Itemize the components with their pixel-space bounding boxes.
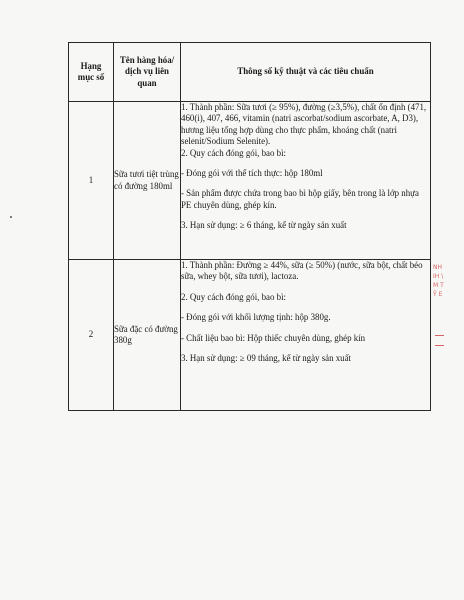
spec-line: 1. Thành phần: Sữa tươi (≥ 95%), đường (≥3,5%), chất ổn định (471, 460(i), 407, 466, vitamin (natri ascorbat/sodium ascorbate, A, D3), hương liệu tổng hợp dùng cho thực phẩm, khoáng chất (natri selenit/Sodium Selenite). xyxy=(181,102,427,147)
header-product-name: Tên hàng hóa/ dịch vụ liên quan xyxy=(114,43,181,102)
item-number: 1 xyxy=(69,102,114,260)
spec-line: - Sản phẩm được chứa trong bao bì hộp giấy, bên trong là lớp nhựa PE chuyên dùng, ghép kín. xyxy=(181,188,419,210)
stamp-text: Ỹ E xyxy=(433,291,443,298)
stamp-line xyxy=(435,345,444,346)
stamp-line xyxy=(435,335,444,336)
spec-cell xyxy=(181,102,431,260)
table-row xyxy=(69,260,431,411)
product-name: Sữa tươi tiệt trùng có đường 180ml xyxy=(114,102,181,260)
item-number: 2 xyxy=(69,260,114,411)
spec-line: 3. Hạn sử dụng: ≥ 6 tháng, kể từ ngày sản xuất xyxy=(181,220,347,231)
table-header-row xyxy=(69,43,431,102)
spec-line: 3. Hạn sử dụng: ≥ 09 tháng, kể từ ngày sản xuất xyxy=(181,352,352,363)
spec-line: - Đóng gói với thể tích thực: hộp 180ml xyxy=(181,167,323,178)
stamp-text: IH \ xyxy=(433,273,444,280)
spec-line: 2. Quy cách đóng gói, bao bì: xyxy=(181,291,287,302)
header-specifications: Thông số kỹ thuật và các tiêu chuẩn xyxy=(181,43,431,102)
table-row xyxy=(69,102,431,260)
header-item-number: Hạng mục số xyxy=(69,43,114,102)
stamp-fragment xyxy=(433,263,453,353)
margin-mark xyxy=(10,216,12,218)
spec-line: 1. Thành phần: Đường ≥ 44%, sữa (≥ 50%) (nước, sữa bột, chất béo sữa, whey bột, sữa tươi), lactoza. xyxy=(181,260,423,282)
spec-line: - Đóng gói với khối lượng tịnh: hộp 380g. xyxy=(181,312,331,323)
stamp-text: M T xyxy=(433,282,444,289)
stamp-text: NH xyxy=(433,264,442,271)
spec-line: - Chất liệu bao bì: Hộp thiếc chuyên dùng, ghép kín xyxy=(181,332,366,343)
spec-table xyxy=(68,42,431,411)
spec-cell xyxy=(181,260,431,411)
spec-line: 2. Quy cách đóng gói, bao bì: xyxy=(181,147,287,158)
product-name: Sữa đặc có đường 380g xyxy=(114,260,181,411)
